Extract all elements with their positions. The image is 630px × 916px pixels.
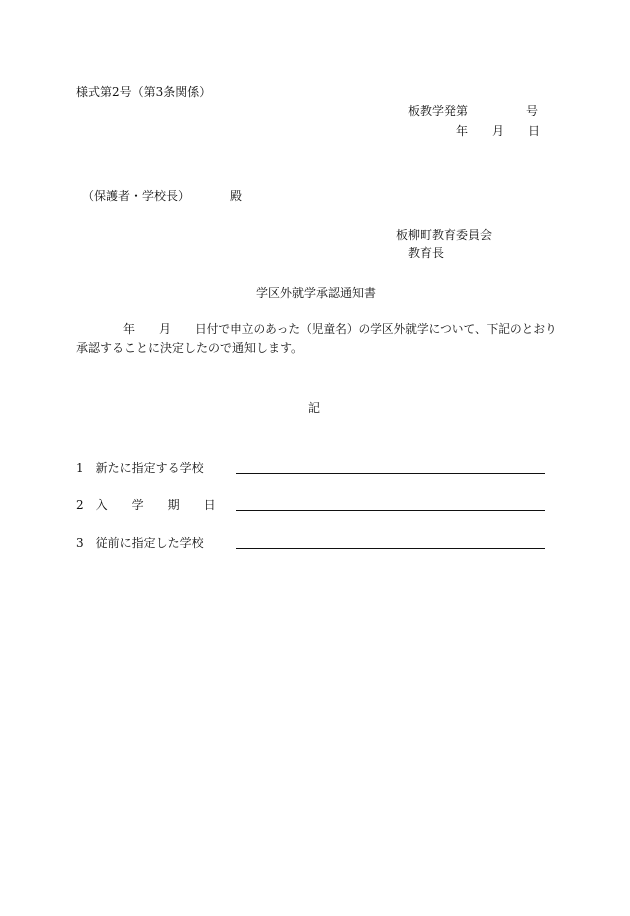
doc-number-suffix: 号 [526,104,539,118]
document-title: 学区外就学承認通知書 [256,286,377,300]
item-blank-line [236,510,545,511]
item-blank-line [236,473,545,474]
addressee-honorific: 殿 [230,189,243,203]
date-day: 日 [528,124,541,138]
item-label: 1 新たに指定する学校 [76,461,204,475]
date-year: 年 [456,124,469,138]
sender-title: 教育長 [408,246,445,260]
body-line1: 日付で申立のあった（児童名）の学区外就学について、下記のとおり [195,322,557,336]
body-year: 年 [123,322,136,336]
date-month: 月 [492,124,505,138]
body-line2: 承認することに決定したので通知します。 [76,341,304,355]
ki-heading: 記 [308,401,321,415]
sender-organization: 板柳町教育委員会 [396,228,493,242]
doc-number-prefix: 板教学発第 [408,104,469,118]
item-label: 3 従前に指定した学校 [76,536,204,550]
form-number: 様式第2号（第3条関係） [76,85,212,99]
body-month: 月 [159,322,172,336]
addressee-label: （保護者・学校長） [82,189,191,203]
item-label: 2 入 学 期 日 [76,498,216,512]
item-blank-line [236,548,545,549]
